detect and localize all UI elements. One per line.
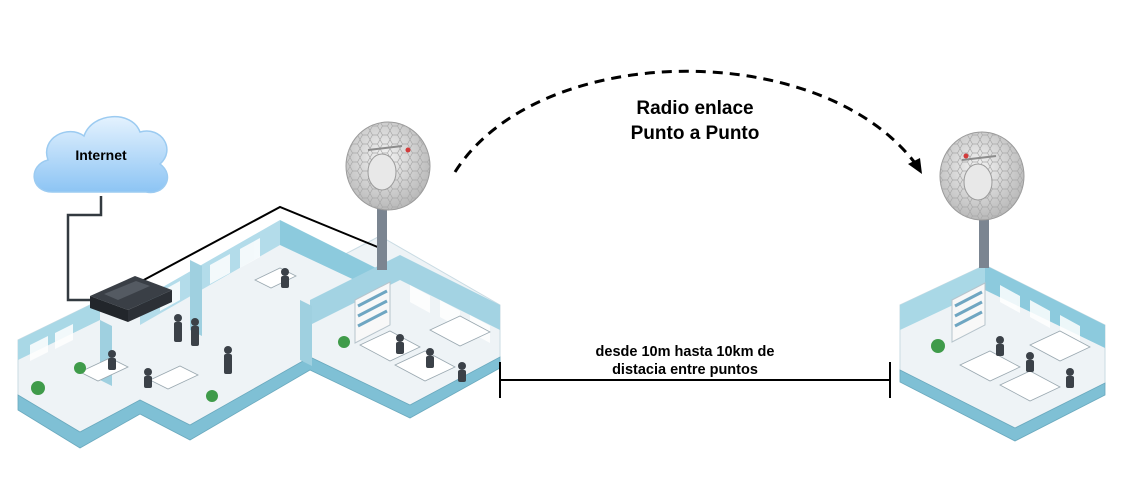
dish-antenna-icon: [346, 122, 430, 210]
plants-right: [931, 339, 945, 353]
radio-link-arc: [455, 71, 920, 172]
internet-cloud: [34, 117, 167, 193]
link-title-line2: Punto a Punto: [630, 123, 760, 144]
distance-label-line1: desde 10m hasta 10km de: [595, 344, 775, 360]
office-building-left: [18, 220, 500, 448]
link-title-line1: Radio enlace: [636, 98, 754, 119]
internet-cable: [68, 196, 101, 300]
floor-left: [18, 236, 500, 440]
distance-label-line2: distacia entre puntos: [612, 362, 758, 378]
office-building-right: [900, 265, 1105, 441]
partition-3: [300, 300, 312, 366]
dish-antenna-right: [940, 132, 1024, 268]
dish-antenna-icon: [940, 132, 1024, 220]
cloud-label: Internet: [75, 147, 127, 163]
arc-arrowhead: [908, 158, 922, 174]
